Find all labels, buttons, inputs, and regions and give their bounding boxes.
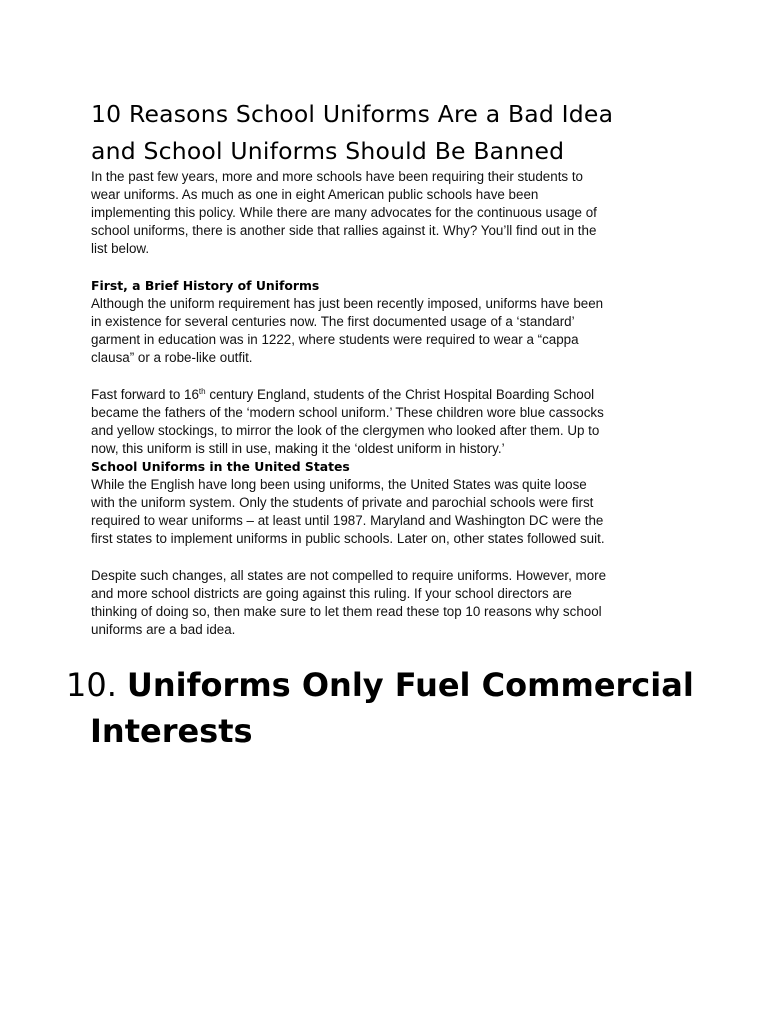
history-paragraph-1 (91, 295, 681, 367)
title-line-1: 10 Reasons School Uniforms Are a Bad Idea (91, 100, 614, 128)
intro-line: wear uniforms. As much as one in eight American public schools have been (91, 187, 539, 202)
us-p2-line: and more school districts are going against this ruling. If your school directors are (91, 586, 572, 601)
history-p2-line: now, this uniform is still in use, making it the ‘oldest uniform in history.’ (91, 441, 505, 456)
us-p1-line: first states to implement uniforms in public schools. Later on, other states followed suit. (91, 531, 605, 546)
title-line-2: and School Uniforms Should Be Banned (91, 137, 565, 165)
history-p1-line: Although the uniform requirement has just been recently imposed, uniforms have been (91, 296, 604, 311)
history-p1-line: garment in education was in 1222, where students were required to wear a “cappa (91, 332, 579, 347)
history-p2-line (91, 386, 681, 404)
intro-line: In the past few years, more and more schools have been requiring their students to (91, 169, 584, 184)
history-p1-line: clausa” or a robe-like outfit. (91, 350, 253, 365)
us-paragraph-1 (91, 476, 681, 548)
history-p2-pre: Fast forward to 16 (91, 387, 199, 402)
intro-line: school uniforms, there is another side that rallies against it. Why? You’ll find out in the (91, 223, 597, 238)
us-p1-line: with the uniform system. Only the students of private and parochial schools were first (91, 495, 594, 510)
document-title (91, 96, 691, 170)
us-p2-line: Despite such changes, all states are not compelled to require uniforms. However, more (91, 568, 607, 583)
intro-paragraph (91, 168, 681, 258)
history-paragraph-2 (91, 386, 681, 458)
intro-line: implementing this policy. While there are many advocates for the continuous usage of (91, 205, 597, 220)
reason-number: 10. (66, 666, 117, 704)
us-paragraph-2 (91, 567, 681, 639)
history-p2-post: century England, students of the Christ Hospital Boarding School (205, 387, 595, 402)
reason-title-line-1: Uniforms Only Fuel Commercial (126, 666, 694, 704)
us-p1-line: required to wear uniforms – at least until 1987. Maryland and Washington DC were the (91, 513, 604, 528)
history-p2-line: and yellow stockings, to mirror the look of the clergymen who looked after them. Up to (91, 423, 600, 438)
us-p2-line: thinking of doing so, then make sure to let them read these top 10 reasons why school (91, 604, 602, 619)
reason-title-line-2: Interests (90, 712, 253, 750)
history-p2-line: became the fathers of the ‘modern school uniform.’ These children wore blue cassocks (91, 405, 604, 420)
us-heading: School Uniforms in the United States (91, 459, 350, 474)
history-p1-line: in existence for several centuries now. The first documented usage of a ‘standard’ (91, 314, 575, 329)
reason-10-heading (66, 662, 726, 754)
ordinal-suffix: th (198, 387, 206, 396)
us-p2-line: uniforms are a bad idea. (91, 622, 236, 637)
intro-line: list below. (91, 241, 150, 256)
reason-10-row-1 (66, 662, 726, 708)
us-p1-line: While the English have long been using uniforms, the United States was quite loose (91, 477, 587, 492)
history-heading: First, a Brief History of Uniforms (91, 278, 320, 293)
